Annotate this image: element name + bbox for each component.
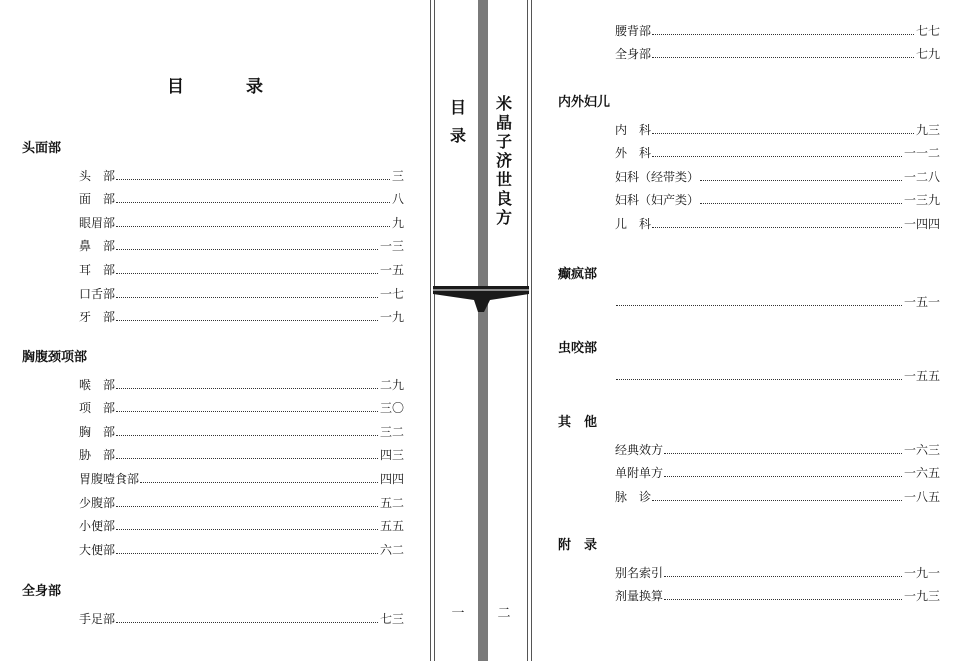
- entry-page: 一四四: [903, 216, 940, 231]
- toc-entry[interactable]: [615, 39, 940, 63]
- entry-label: 单附单方: [615, 466, 664, 481]
- dot-leader: [116, 320, 378, 321]
- toc-entry[interactable]: [79, 463, 404, 487]
- entry-label: 眼眉部: [79, 215, 116, 230]
- entry-label: 胁 部: [79, 448, 116, 463]
- dot-leader: [116, 202, 390, 203]
- dot-leader: [652, 227, 902, 228]
- toc-entry[interactable]: [615, 434, 940, 458]
- toc-entry[interactable]: [79, 207, 404, 231]
- left-page: [0, 0, 430, 661]
- dot-leader: [116, 273, 378, 274]
- entry-label: 牙 部: [79, 310, 116, 325]
- entry-label: 妇科（经带类）: [615, 169, 700, 184]
- entry-label: 大便部: [79, 542, 116, 557]
- entry-page: 一六三: [903, 442, 940, 457]
- toc-section-internal-external: [558, 92, 940, 232]
- entry-label: 胃腹噎食部: [79, 471, 140, 486]
- toc-entry[interactable]: [79, 440, 404, 464]
- entry-page: 七七: [915, 23, 940, 38]
- toc-section-chest-abdomen: [22, 347, 404, 558]
- dot-leader: [652, 500, 902, 501]
- dot-leader: [116, 622, 378, 623]
- entry-label: 经典效方: [615, 442, 664, 457]
- entry-label: 耳 部: [79, 262, 116, 277]
- entry-page: 三〇: [379, 401, 404, 416]
- toc-entry[interactable]: [615, 185, 940, 209]
- entry-page: 一九三: [903, 589, 940, 604]
- dot-leader: [116, 297, 378, 298]
- dot-leader: [664, 453, 902, 454]
- entry-page: 一七: [379, 286, 404, 301]
- toc-section-appendix: [558, 535, 940, 604]
- entry-label: 内 科: [615, 122, 652, 137]
- dot-leader: [616, 305, 902, 306]
- entry-label: 喉 部: [79, 377, 116, 392]
- section-heading: 头面部: [22, 141, 62, 156]
- toc-section-epilepsy: [558, 264, 940, 310]
- entry-label: 头 部: [79, 168, 116, 183]
- entry-page: 七九: [915, 47, 940, 62]
- dot-leader: [652, 57, 914, 58]
- entry-page: 一五一: [903, 294, 940, 309]
- entry-page: 四四: [379, 471, 404, 486]
- entry-page: 九三: [915, 122, 940, 137]
- entry-page: 四三: [379, 448, 404, 463]
- toc-entry[interactable]: [79, 160, 404, 184]
- toc-entry[interactable]: [615, 458, 940, 482]
- toc-entry[interactable]: [615, 286, 940, 310]
- entry-label: 少腹部: [79, 495, 116, 510]
- section-heading: 内外妇儿: [558, 95, 611, 110]
- entry-page: 一二八: [903, 169, 940, 184]
- section-heading: 其 他: [558, 415, 598, 430]
- spine-band-shape: [430, 286, 532, 312]
- entry-page: 五二: [379, 495, 404, 510]
- entry-label: 全身部: [615, 47, 652, 62]
- toc-entry[interactable]: [615, 208, 940, 232]
- dot-leader: [652, 156, 902, 157]
- toc-entry[interactable]: [79, 184, 404, 208]
- entry-label: 口舌部: [79, 286, 116, 301]
- entry-page: 一三九: [903, 193, 940, 208]
- dot-leader: [652, 133, 914, 134]
- toc-entry[interactable]: [615, 114, 940, 138]
- toc-entry[interactable]: [615, 581, 940, 605]
- toc-entry[interactable]: [79, 416, 404, 440]
- entry-label: 手足部: [79, 611, 116, 626]
- toc-entry[interactable]: [79, 369, 404, 393]
- dot-leader: [664, 476, 902, 477]
- entry-label: 别名索引: [615, 565, 664, 580]
- toc-section-head-face: [22, 138, 404, 325]
- toc-section-insect-bites: [558, 338, 940, 384]
- toc-entry[interactable]: [615, 15, 940, 39]
- gutter-rule: [434, 0, 435, 661]
- dot-leader: [116, 226, 390, 227]
- left-page-number: 一: [451, 606, 465, 621]
- entry-label: 胸 部: [79, 424, 116, 439]
- toc-section-other: [558, 412, 940, 505]
- section-heading: 虫咬部: [558, 341, 598, 356]
- entry-page: 七三: [379, 611, 404, 626]
- entry-page: 一三: [379, 239, 404, 254]
- entry-page: 一八五: [903, 489, 940, 504]
- entry-page: 三二: [379, 424, 404, 439]
- entry-page: 一五五: [903, 368, 940, 383]
- entry-label: 面 部: [79, 192, 116, 207]
- toc-entry[interactable]: [79, 603, 404, 627]
- entry-label: 外 科: [615, 146, 652, 161]
- section-heading: 附 录: [558, 538, 598, 553]
- dot-leader: [140, 482, 378, 483]
- toc-entry[interactable]: [615, 161, 940, 185]
- toc-continued: [615, 15, 940, 62]
- dot-leader: [700, 203, 902, 204]
- section-heading: 胸腹颈项部: [22, 350, 88, 365]
- toc-entry[interactable]: [615, 138, 940, 162]
- book-gutter: [430, 0, 532, 661]
- entry-page: 九: [391, 215, 404, 230]
- entry-label: 儿 科: [615, 216, 652, 231]
- entry-label: 项 部: [79, 401, 116, 416]
- dot-leader: [652, 34, 914, 35]
- dot-leader: [116, 435, 378, 436]
- dot-leader: [116, 411, 378, 412]
- entry-label: 腰背部: [615, 23, 652, 38]
- spine-book-title: 米晶子济世良方: [495, 94, 512, 227]
- entry-label: 妇科（妇产类）: [615, 193, 700, 208]
- entry-page: 一九一: [903, 565, 940, 580]
- entry-label: 鼻 部: [79, 239, 116, 254]
- entry-page: 二九: [379, 377, 404, 392]
- page-title: 目 录: [167, 77, 291, 97]
- section-heading: 癫疯部: [558, 267, 598, 282]
- dot-leader: [700, 180, 902, 181]
- entry-page: 六二: [379, 542, 404, 557]
- spine-left-label: 目录: [449, 98, 466, 145]
- entry-page: 一九: [379, 310, 404, 325]
- entry-page: 三: [391, 168, 404, 183]
- right-page-number: 二: [497, 606, 511, 621]
- dot-leader: [116, 506, 378, 507]
- entry-page: 一五: [379, 262, 404, 277]
- toc-entry[interactable]: [79, 511, 404, 535]
- entry-label: 脉 诊: [615, 489, 652, 504]
- section-heading: 全身部: [22, 584, 62, 599]
- entry-page: 五五: [379, 519, 404, 534]
- dot-leader: [116, 179, 390, 180]
- toc-entry[interactable]: [615, 481, 940, 505]
- entry-page: 一一二: [903, 146, 940, 161]
- toc-entry[interactable]: [615, 360, 940, 384]
- dot-leader: [664, 599, 902, 600]
- dot-leader: [116, 458, 378, 459]
- toc-entry[interactable]: [79, 254, 404, 278]
- entry-page: 一六五: [903, 466, 940, 481]
- toc-entry[interactable]: [615, 557, 940, 581]
- gutter-rule: [527, 0, 528, 661]
- toc-entry[interactable]: [79, 278, 404, 302]
- entry-label: 小便部: [79, 519, 116, 534]
- toc-entry[interactable]: [79, 393, 404, 417]
- gutter-rule: [430, 0, 431, 661]
- dot-leader: [116, 388, 378, 389]
- entry-page: 八: [391, 192, 404, 207]
- spine-divider: [478, 0, 488, 661]
- dot-leader: [664, 576, 902, 577]
- dot-leader: [116, 529, 378, 530]
- toc-entry[interactable]: [79, 302, 404, 326]
- toc-entry[interactable]: [79, 487, 404, 511]
- dot-leader: [116, 553, 378, 554]
- dot-leader: [616, 379, 902, 380]
- toc-entry[interactable]: [79, 231, 404, 255]
- toc-section-whole-body: [22, 581, 404, 627]
- toc-entry[interactable]: [79, 534, 404, 558]
- dot-leader: [116, 249, 378, 250]
- entry-label: 剂量换算: [615, 589, 664, 604]
- right-page: [532, 0, 954, 661]
